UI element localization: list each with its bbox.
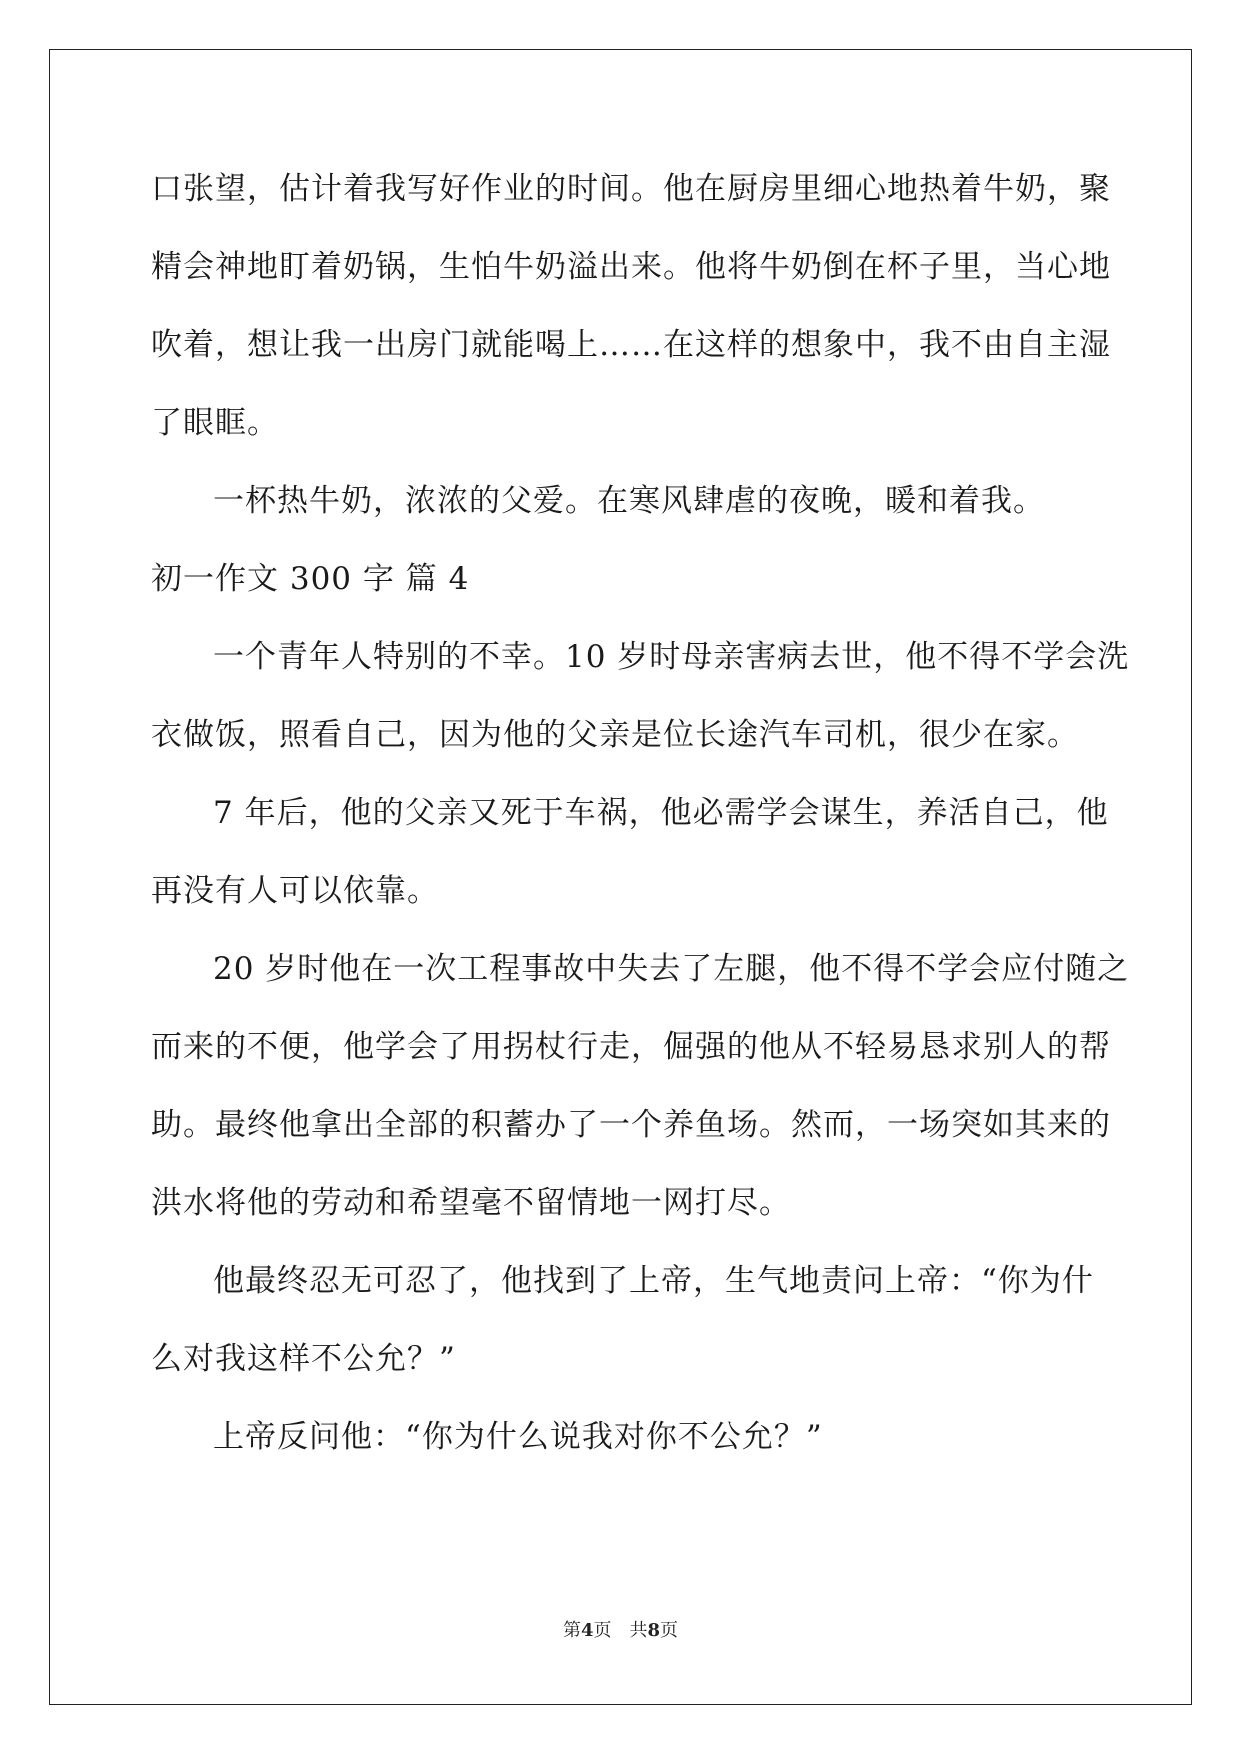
page-prefix: 第 — [562, 1620, 581, 1641]
page-current-number: 4 — [580, 1620, 594, 1641]
total-prefix: 共 — [629, 1620, 648, 1641]
document-body — [151, 150, 1130, 1476]
body-line: 再没有人可以依靠。 — [151, 873, 439, 909]
body-line: 精会神地盯着奶锅，生怕牛奶溢出来。他将牛奶倒在杯子里，当心地 — [151, 249, 1111, 285]
paragraph-line: 一杯热牛奶，浓浓的父爱。在寒风肆虐的夜晚，暖和着我。 — [213, 483, 1045, 519]
body-line: 吹着，想让我一出房门就能喝上……在这样的想象中，我不由自主湿 — [151, 327, 1111, 363]
body-line: 而来的不便，他学会了用拐杖行走，倔强的他从不轻易恳求别人的帮 — [151, 1029, 1111, 1065]
body-line: 洪水将他的劳动和希望毫不留情地一网打尽。 — [151, 1185, 791, 1221]
body-line: 口张望，估计着我写好作业的时间。他在厨房里细心地热着牛奶，聚 — [151, 171, 1111, 207]
paragraph-line: 他最终忍无可忍了，他找到了上帝，生气地责问上帝：“你为什 — [213, 1263, 1094, 1299]
paragraph-line: 20 岁时他在一次工程事故中失去了左腿，他不得不学会应付随之 — [213, 951, 1130, 987]
body-line: 助。最终他拿出全部的积蓄办了一个养鱼场。然而，一场突如其来的 — [151, 1107, 1111, 1143]
total-suffix: 页 — [660, 1620, 679, 1641]
paragraph-line: 一个青年人特别的不幸。10 岁时母亲害病去世，他不得不学会洗 — [213, 639, 1130, 675]
paragraph-line: 上帝反问他：“你为什么说我对你不公允？” — [213, 1419, 823, 1455]
body-line: 衣做饭，照看自己，因为他的父亲是位长途汽车司机，很少在家。 — [151, 717, 1079, 753]
paragraph-line: 7 年后，他的父亲又死于车祸，他必需学会谋生，养活自己，他 — [213, 795, 1109, 831]
body-line: 了眼眶。 — [151, 405, 279, 441]
body-line: 么对我这样不公允？” — [151, 1341, 456, 1377]
page-footer — [0, 1616, 1241, 1642]
section-heading: 初一作文 300 字 篇 4 — [151, 561, 470, 597]
page-suffix: 页 — [593, 1620, 612, 1641]
page-total-number: 8 — [647, 1620, 661, 1641]
